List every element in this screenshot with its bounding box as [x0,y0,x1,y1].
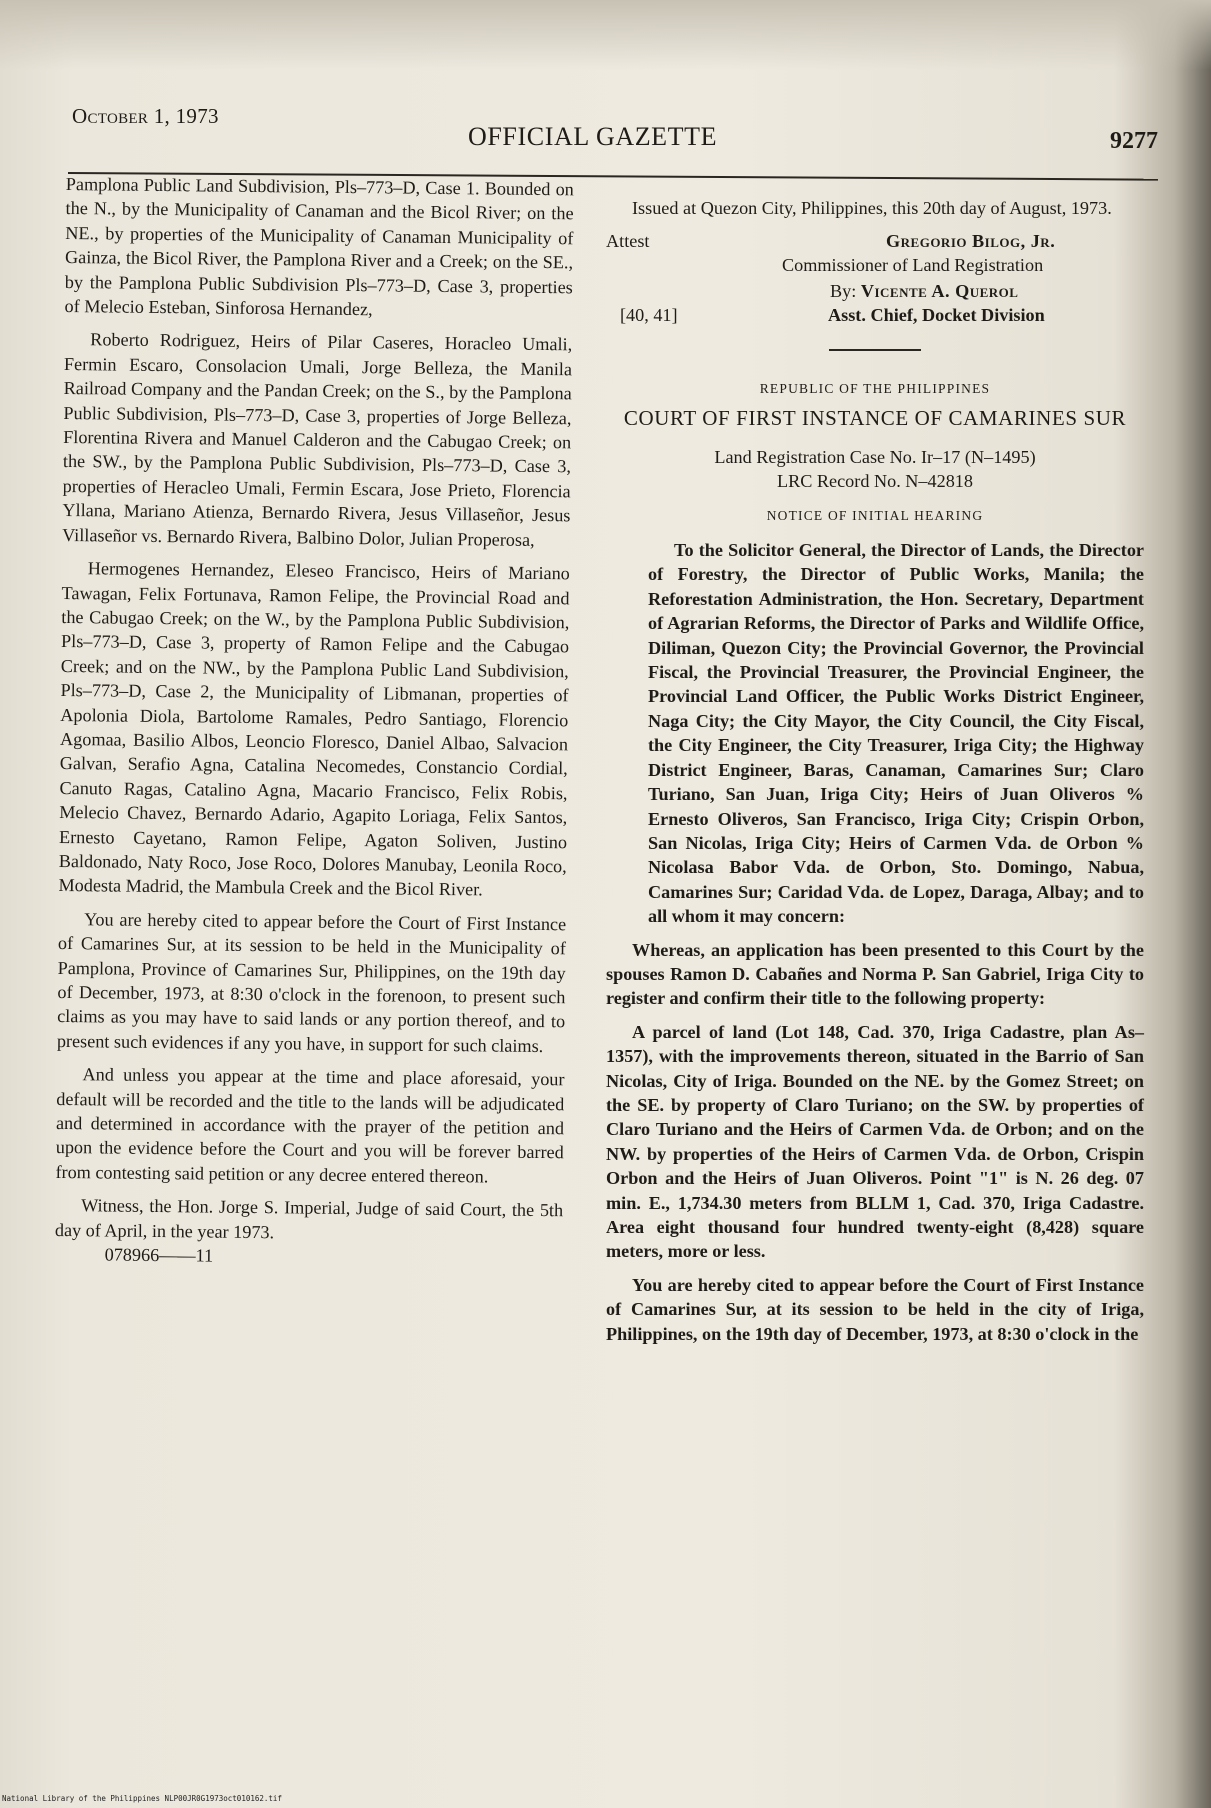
paragraph-boundaries-3: Hermogenes Hernandez, Eleseo Francisco, Heirs of Mariano Tawagan, Felix Fortunava, Ramon Felipe, the Provincial Road and the Cabugao Creek; on the W., by the Pamplona Public Subdivision, Pls–773–D, Case 3, property of Ramon Felipe and the Cabugao Creek; and on the NW., by the Pamplona Public Land Subdivision, Pls–773–D, Case 2, the Municipality of Libmanan, properties of Apolonia Diola, Bartolome Ramales, Pedro Santiago, Florencio Agomaa, Basilio Albos, Leoncio Floresco, Daniel Albao, Salvacion Galvan, Serafio Agna, Catalina Necomedes, Constancio Cordial, Canuto Ragas, Catalino Agna, Macario Francisco, Felix Robis, Melecio Chavez, Bernardo Adario, Agapito Loriaga, Felix Santos, Ernesto Cayetano, Ramon Felipe, Agaton Soliven, Justino Baldonado, Naty Roco, Jose Roco, Dolores Manubay, Leonila Roco, Modesta Madrid, the Mambula Creek and the Bicol River. [58,558,570,900]
page-number: 9277 [1110,128,1158,154]
court-heading: COURT OF FIRST INSTANCE OF CAMARINES SUR [623,405,1127,430]
docket-chief-title: Asst. Chief, Docket Division [828,305,1045,326]
paragraph-whereas: Whereas, an application has been presented to this Court by the spouses Ramon D. Cabañes and Norma P. San Gabriel, Iriga City to register and confirm their title to the following property: [606,939,1144,1009]
lrc-record: LRC Record No. N–42818 [776,471,973,492]
paragraph-default: And unless you appear at the time and place aforesaid, your default will be recorded and the title to the lands will be adjudicated and determined in accordance with the prayer of the petition and upon the evidence before the Court and you will be forever barred from contesting said petition or any decree entered thereon. [55,1064,565,1187]
section-divider [829,349,921,351]
paragraph-boundaries-1: Pamplona Public Land Subdivision, Pls–773–D, Case 1. Bounded on the N., by the Municipality of Canaman and the Bicol River; on the NE., by properties of the Municipality of Canaman Municipality of Gainza, the Bicol River, the Pamplona River and a Creek; on the SE., by the Pamplona Public Subdivision Pls–773–D, Case 3, properties of Melecio Esteban, Sinforosa Hernandez, [64,173,574,320]
page-header [68,100,1158,160]
issued-statement: Issued at Quezon City, Philippines, this 20th day of August, 1973. [632,198,1112,218]
by-label: By: [830,281,857,302]
right-column [606,196,1144,1355]
publication-title: OFFICIAL GAZETTE [468,122,718,151]
republic-heading: REPUBLIC OF THE PHILIPPINES [759,381,991,397]
left-column [55,172,574,1272]
scan-footer: National Library of the Philippines NLP00JR0G1973oct010162.tif [2,1794,282,1803]
paragraph-cited: You are hereby cited to appear before the Court of First Instance of Camarines Sur, at its session to be held in the city of Iriga, Philippines, on the 19th day of December, 1973, at 8:30 o'clock in the [606,1274,1144,1344]
paragraph-witness: Witness, the Hon. Jorge S. Imperial, Judge of said Court, the 5th day of April, in the year 1973. [54,1195,564,1242]
attest-label: Attest [606,231,650,252]
docket-chief-name: Vicente A. Querol [860,281,1019,302]
case-number: Land Registration Case No. Ir–17 (N–1495) [714,446,1036,467]
paragraph-parcel: A parcel of land (Lot 148, Cad. 370, Iriga Cadastre, plan As–1357), with the improvements thereon, situated in the Barrio of San Nicolas, City of Iriga. Bounded on the NE. by the Gomez Street; on the SE. by property of Claro Turiano; on the SW. by properties of Claro Turiano and the Heirs of Carmen Vda. de Orbon; and on the NW. by properties of the Heirs of Carmen Vda. de Orbon, Crispin Orbon and the Heirs of Juan Oliveros. Point "1" is N. 26 deg. 07 min. E., 1,734.30 meters from BLLM 1, Cad. 370, Iriga Cadastre. Area eight thousand four hundred twenty-eight (8,428) square meters, more or less. [606,1021,1144,1262]
signature-block [606,229,1144,326]
notice-reference: [40, 41] [620,305,678,326]
paragraph-boundaries-2: Roberto Rodriguez, Heirs of Pilar Caseres, Horacleo Umali, Fermin Escaro, Consolacion Umali, Jorge Belleza, the Manila Railroad Company and the Pandan Creek; on the S., by the Pamplona Public Subdivision, Pls–773–D, Case 3, properties of Jorge Belleza, Florentina Rivera and Manuel Calderon and the Cabugao Creek; on the SW., by the Pamplona Public Subdivision, Pls–773–D, Case 3, properties of Heracleo Umali, Fermin Escara, Jose Prieto, Florencia Yllana, Mariano Atienza, Bernardo Rivera, Jesus Villaseñor, Jesus Villaseñor vs. Bernardo Rivera, Balbino Dolor, Julian Properosa, [62,329,573,550]
print-reference: 078966——11 [104,1244,214,1266]
issue-date: October 1, 1973 [72,104,219,128]
paragraph-citation: You are hereby cited to appear before the Court of First Instance of Camarines Sur, at its session to be held in the Municipality of Pamplona, Province of Camarines Sur, Philippines, on the 19th day of December, 1973, at 8:30 o'clock in the forenoon, to present such claims as you may have to said lands or any portion thereof, and to present such evidences if any you have, in support for such claims. [56,909,567,1056]
commissioner-name: Gregorio Bilog, Jr. [886,231,1056,252]
notice-heading: NOTICE OF INITIAL HEARING [766,507,984,523]
scan-shadow [0,0,1211,70]
addressees: To the Solicitor General, the Director of Lands, the Director of Forestry, the Director of Public Works, Manila; the Reforestation Administration, the Hon. Secretary, Department of Agrarian Reforms, the Director of Parks and Wildlife Office, Diliman, Quezon City; the Provincial Governor, the Provincial Fiscal, the Provincial Treasurer, the Provincial Engineer, the Provincial Land Officer, the Public Works District Engineer, Naga City; the City Mayor, the City Council, the City Fiscal, the City Engineer, the City Treasurer, Iriga City; the Highway District Engineer, Baras, Canaman, Camarines Sur; Claro Turiano, San Juan, Iriga City; Heirs of Juan Oliveros % Ernesto Oliveros, San Francisco, Iriga City; Crispin Orbon, San Nicolas, Iriga City; Heirs of Carmen Vda. de Orbon % Nicolasa Babor Vda. de Orbon, Sto. Domingo, Nabua, Camarines Sur; Caridad Vda. de Lopez, Daraga, Albay; and to all whom it may concern: [648,540,1144,927]
by-line [830,279,1018,303]
commissioner-title: Commissioner of Land Registration [782,255,1044,276]
